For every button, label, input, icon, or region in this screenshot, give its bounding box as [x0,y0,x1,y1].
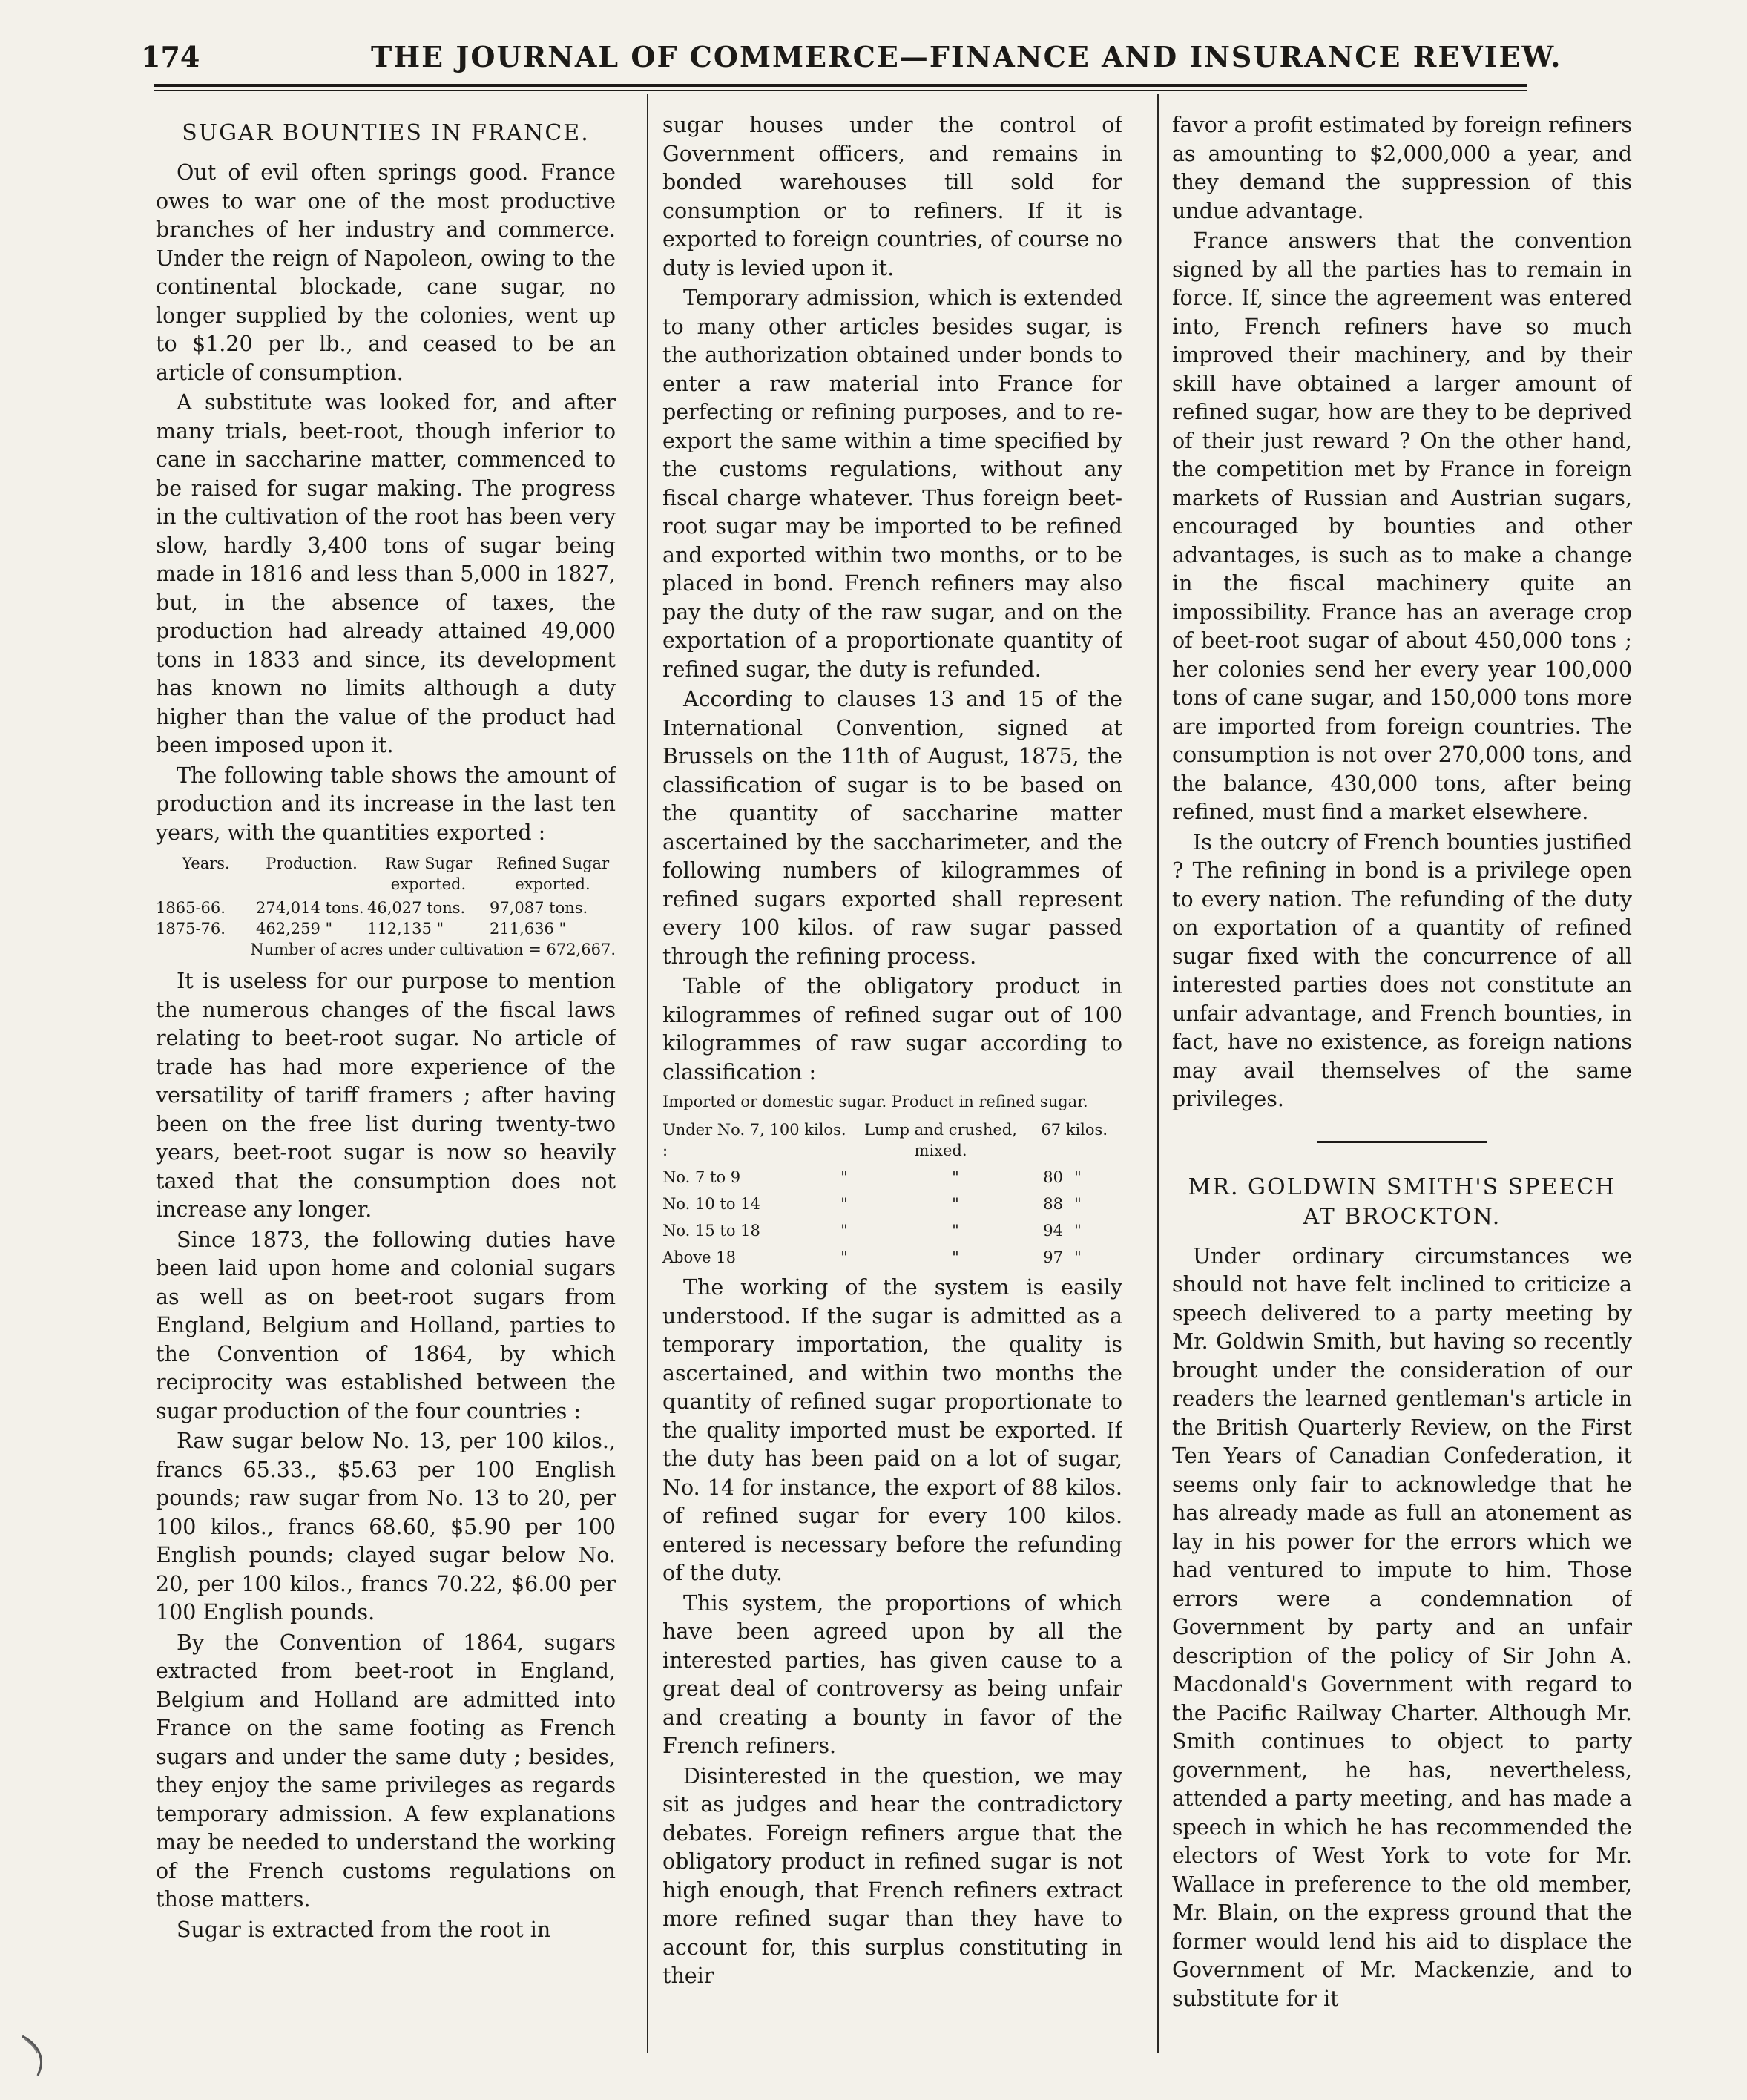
table-cell: 112,135 " [367,920,444,938]
paragraph: France answers that the convention signed by all the parties has to remain in force. If, since the agreement was entered into, French refiners have so much improved their machinery, and by their skill have obtained a larger amount of refined sugar, how are they to be deprived of their just reward ? On the other hand, the competition met by France in foreign markets of Russian and Austrian sugars, encouraged by bounties and other advantages, is such as to make a change in the fiscal machinery quite an impossibility. France has an average crop of beet-root sugar of about 450,000 tons ; her colonies send her every year 100,000 tons of cane sugar, and 150,000 tons more are imported from foreign countries. The consumption is not over 270,000 tons, and the balance, 430,000 tons, after being refined, must find a market elsewhere. [1172,228,1632,824]
table-cell: 97,087 tons. [490,899,588,917]
table-cell: 274,014 tons. [256,899,364,917]
page-number: 174 [141,40,200,73]
table-cell: " [840,1168,848,1186]
table-cell: 1875-76. [156,920,226,938]
table-cell: 211,636 " [490,920,567,938]
table-cell: 67 kilos. [1041,1121,1108,1139]
paragraph: favor a profit estimated by foreign refiners as amounting to $2,000,000 a year, and they demand the suppression of this undue advantage. [1172,113,1632,223]
grade-table [662,1091,1122,1268]
table-cell: No. 15 to 18 [662,1222,760,1240]
column-2 [662,111,1122,2047]
table-row [662,1167,1122,1188]
column-header: Production. [266,855,358,872]
article-title: MR. GOLDWIN SMITH'S SPEECH AT BROCKTON. [1188,1174,1616,1230]
table-cell: 1865-66. [156,899,226,917]
paragraph: The following table shows the amount of production and its increase in the last ten years, with the quantities exported : [156,763,616,845]
paragraph: A substitute was looked for, and after many trials, beet-root, though inferior to cane in saccharine matter, commenced to be raised for sugar making. The progress in the cultivation of the root has been very slow, hardly 3,400 tons of sugar being made in 1816 and less than 5,000 in 1827, but, in the absence of taxes, the production had already attained 49,000 tons in 1833 and since, its development has known no limits although a duty higher than the value of the product had been imposed upon it. [156,390,616,757]
column-header: Refined Sugar exported. [496,855,610,893]
table-cell: " [1074,1248,1082,1266]
table-cell: " [1074,1222,1082,1240]
paragraph: According to clauses 13 and 15 of the International Convention, signed at Brussels on the 11th of August, 1875, the classification of sugar is to be based on the quantity of saccharine matter ascertained by the saccharimeter, and the following numbers of kilogrammes of refined sugars exported shall represent every 100 kilos. of raw sugar passed through the refining process. [662,687,1122,969]
paragraph: Temporary admission, which is extended to many other articles besides sugar, is the authorization obtained under bonds to enter a raw material into France for perfecting or refining purposes, and to re-export the same within a time specified by the customs regulations, without any fiscal charge whatever. Thus foreign beet-root sugar may be imported to be refined and exported within two months, or to be placed in bond. French refiners may also pay the duty of the raw sugar, and on the exportation of a proportionate quantity of refined sugar, the duty is refunded. [662,286,1122,682]
table-cell: 462,259 " [256,920,333,938]
table-cell: " [840,1248,848,1266]
column-header: Raw Sugar exported. [384,855,473,893]
table-cell: " [840,1222,848,1240]
table-row [156,898,616,918]
paragraph: Raw sugar below No. 13, per 100 kilos., francs 65.33., $5.63 per 100 English pounds; raw sugar from No. 13 to 20, per 100 kilos., francs 68.60, $5.90 per 100 English pounds; clayed sugar below No. 20, per 100 kilos., francs 70.22, $6.00 per 100 English pounds. [156,1429,616,1625]
table-cell: 97 [1043,1248,1063,1266]
column-divider [1157,94,1159,2053]
column-3 [1172,111,1632,2047]
paragraph: Sugar is extracted from the root in [177,1917,551,1942]
column-divider [647,94,648,2053]
table-cell: Under No. 7, 100 kilos. : [662,1121,846,1159]
table-cell: No. 7 to 9 [662,1168,741,1186]
table-cell: " [952,1248,959,1266]
table-row [662,1247,1122,1268]
table-cell: " [952,1222,959,1240]
table-cell: " [952,1168,959,1186]
page-header [141,28,1602,80]
table-caption: Imported or domestic sugar. Product in refined sugar. [662,1093,1088,1110]
table-cell: " [840,1195,848,1213]
table-row [156,918,616,939]
table-cell: 94 [1043,1222,1063,1240]
table-row [662,1220,1122,1241]
paragraph: Out of evil often springs good. France owes to war one of the most productive branches of her industry and commerce. Under the reign of Napoleon, owing to the continental blockade, cane sugar, no longer supplied by the colonies, went up to $1.20 per lb., and ceased to be an article of consumption. [156,160,616,385]
paragraph: By the Convention of 1864, sugars extracted from beet-root in England, Belgium and Holland are admitted into France on the same footing as French sugars and under the same duty ; besides, they enjoy the same privileges as regards temporary admission. A few explanations may be needed to understand the working of the French customs regulations on those matters. [156,1630,616,1912]
paragraph: Table of the obligatory product in kilogrammes of refined sugar out of 100 kilogrammes of raw sugar according to classification : [662,974,1122,1084]
paragraph: Since 1873, the following duties have been laid upon home and colonial sugars as well as on beet-root sugars from England, Belgium and Holland, parties to the Convention of 1864, by which reciprocity was established between the sugar production of the four countries : [156,1227,616,1423]
paragraph: Is the outcry of French bounties justified ? The refining in bond is a privilege open to every nation. The refunding of the duty on exportation of a quantity of refined sugar fixed with the concurrence of all interested parties does not constitute an unfair advantage, and French bounties, in fact, have no existence, as foreign nations may avail themselves of the same privileges. [1172,829,1632,1111]
paragraph: It is useless for our purpose to mention the numerous changes of the fiscal laws relating to beet-root sugar. No article of trade has had more experience of the versatility of tariff framers ; after having been on the free list during twenty-two years, beet-root sugar is now so heavily taxed that the consumption does not increase any longer. [156,969,616,1222]
production-table [156,853,616,960]
table-cell: Lump and crushed, mixed. [864,1121,1017,1159]
column-header: Years. [182,855,230,872]
table-cell: 88 [1043,1195,1063,1213]
journal-title: THE JOURNAL OF COMMERCE—FINANCE AND INSURANCE REVIEW. [371,40,1562,73]
table-cell: 80 [1043,1168,1063,1186]
ink-smudge-mark [19,2032,48,2077]
header-rule-thick [154,84,1527,87]
column-1 [156,111,616,2047]
table-cell: 46,027 tons. [367,899,466,917]
table-cell: " [1074,1168,1082,1186]
article-title: SUGAR BOUNTIES IN FRANCE. [182,120,590,146]
table-cell: Above 18 [662,1248,736,1266]
table-cell: No. 10 to 14 [662,1195,760,1213]
paragraph: Disinterested in the question, we may sit as judges and hear the contradictory debates. Foreign refiners argue that the obligatory product in refined sugar is not high enough, that French refiners extract more refined sugar than they have to account for, this surplus constituting in their [662,1763,1122,1988]
article-separator [1317,1141,1487,1143]
table-header-row [156,853,616,895]
table-cell: " [952,1195,959,1213]
paragraph: Under ordinary circumstances we should not have felt inclined to criticize a speech delivered to a party meeting by Mr. Goldwin Smith, but having so recently brought under the consideration of our readers the learned gentleman's article in the British Quarterly Review, on the First Ten Years of Canadian Confederation, it seems only fair to acknowledge that he has already made as full an atonement as lay in his power for the errors which we had ventured to impute to him. Those errors were a condemnation of Government by party and an unfair description of the policy of Sir John A. Macdonald's Government with regard to the Pacific Railway Charter. Although Mr. Smith continues to object to party government, he has, nevertheless, attended a party meeting, and has made a speech in which he has recommended the electors of West York to vote for Mr. Wallace in preference to the old member, Mr. Blain, on the express ground that the former would lend his aid to displace the Government of Mr. Mackenzie, and to substitute for it [1172,1243,1632,2011]
paragraph: The working of the system is easily understood. If the sugar is admitted as a temporary importation, the quality is ascertained, and within two months the quantity of refined sugar proportionate to the quality imported must be exported. If the duty has been paid on a lot of sugar, No. 14 for instance, the export of 88 kilos. of refined sugar for every 100 kilos. entered is necessary before the refunding of the duty. [662,1275,1122,1585]
table-note: Number of acres under cultivation = 672,667. [250,941,616,958]
table-row [662,1194,1122,1214]
table-row [662,1119,1122,1161]
paragraph: sugar houses under the control of Government officers, and remains in bonded warehouses till sold for consumption or to refiners. If it is exported to foreign countries, of course no duty is levied upon it. [662,113,1122,280]
header-rule-thin [154,90,1527,91]
table-cell: " [1074,1195,1082,1213]
paragraph: This system, the proportions of which have been agreed upon by all the interested parties, has given cause to a great deal of controversy as being unfair and creating a bounty in favor of the French refiners. [662,1590,1122,1758]
